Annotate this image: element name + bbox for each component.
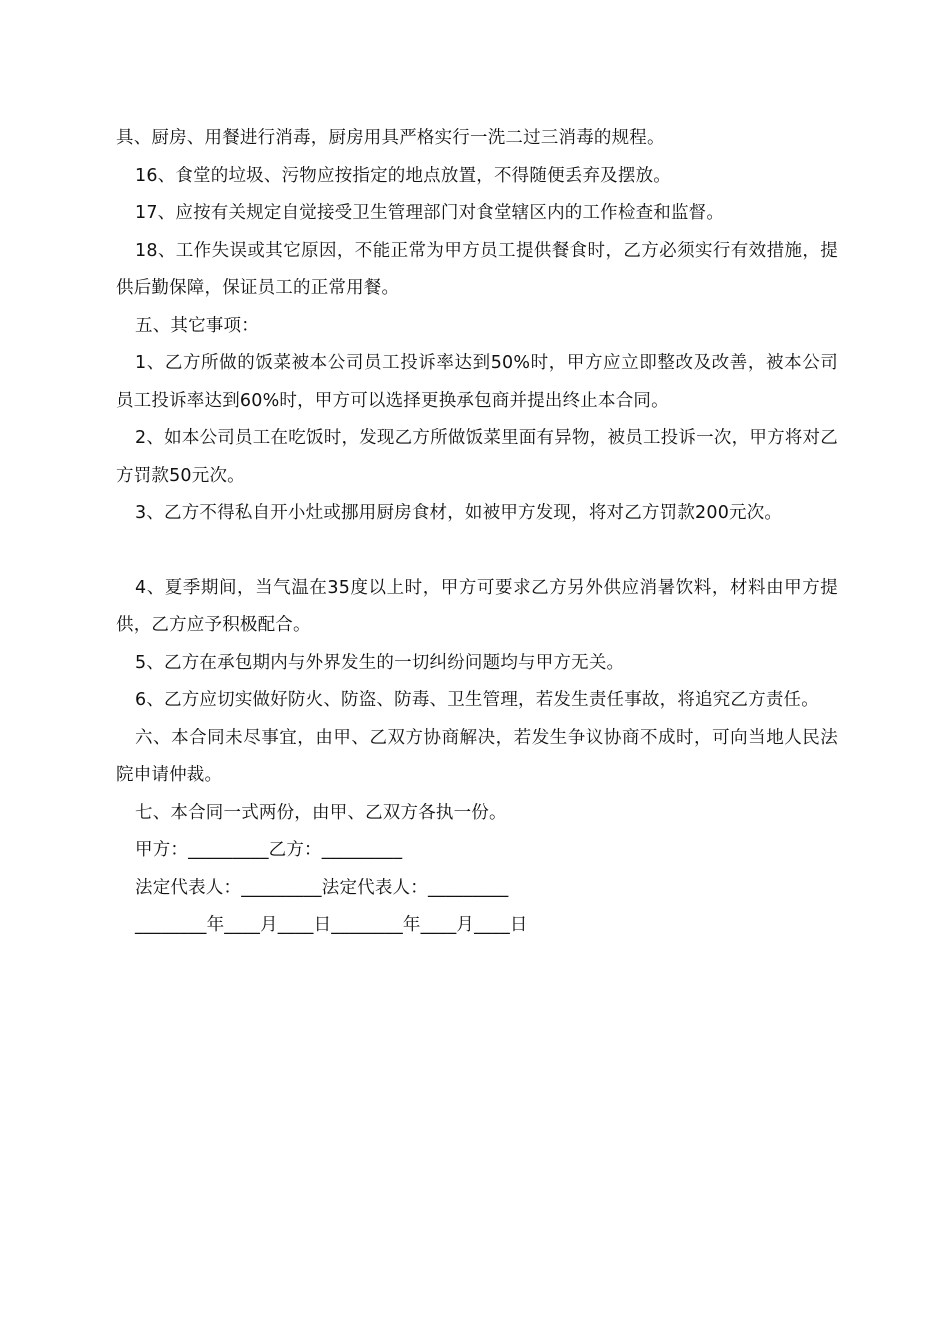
item-3: 3、乙方不得私自开小灶或挪用厨房食材，如被甲方发现，将对乙方罚款200元次。 [135,503,783,523]
contract-body [116,120,838,945]
paragraph-continuation: 具、厨房、用餐进行消毒，厨房用具严格实行一洗二过三消毒的规程。 [116,128,665,148]
date-line: ________年____月____日________年____月____日 [135,915,528,935]
clause-17: 17、应按有关规定自觉接受卫生管理部门对食堂辖区内的工作检查和监督。 [135,203,725,223]
item-2: 2、如本公司员工在吃饭时，发现乙方所做饭菜里面有异物，被员工投诉一次，甲方将对乙方罚款50元次。 [116,428,838,486]
item-6: 6、乙方应切实做好防火、防盗、防毒、卫生管理，若发生责任事故，将追究乙方责任。 [135,690,819,710]
item-5: 5、乙方在承包期内与外界发生的一切纠纷问题均与甲方无关。 [135,652,625,673]
parties-signature-line: 甲方：_________乙方：_________ [135,840,403,860]
blank-line [116,533,838,570]
section-5-heading: 五、其它事项： [135,315,259,336]
section-6: 六、本合同未尽事宜，由甲、乙双方协商解决，若发生争议协商不成时，可向当地人民法院申请仲裁。 [116,727,838,785]
representatives-signature-line: 法定代表人：_________法定代表人：_________ [135,877,509,898]
item-1: 1、乙方所做的饭菜被本公司员工投诉率达到50%时，甲方应立即整改及改善，被本公司员工投诉率达到60%时，甲方可以选择更换承包商并提出终止本合同。 [116,353,838,411]
clause-16: 16、食堂的垃圾、污物应按指定的地点放置，不得随便丢弃及摆放。 [135,165,671,186]
section-7: 七、本合同一式两份，由甲、乙双方各执一份。 [135,802,507,823]
item-4: 4、夏季期间，当气温在35度以上时，甲方可要求乙方另外供应消暑饮料，材料由甲方提供，乙方应予积极配合。 [116,577,838,635]
clause-18: 18、工作失误或其它原因，不能正常为甲方员工提供餐食时，乙方必须实行有效措施，提供后勤保障，保证员工的正常用餐。 [116,240,838,298]
